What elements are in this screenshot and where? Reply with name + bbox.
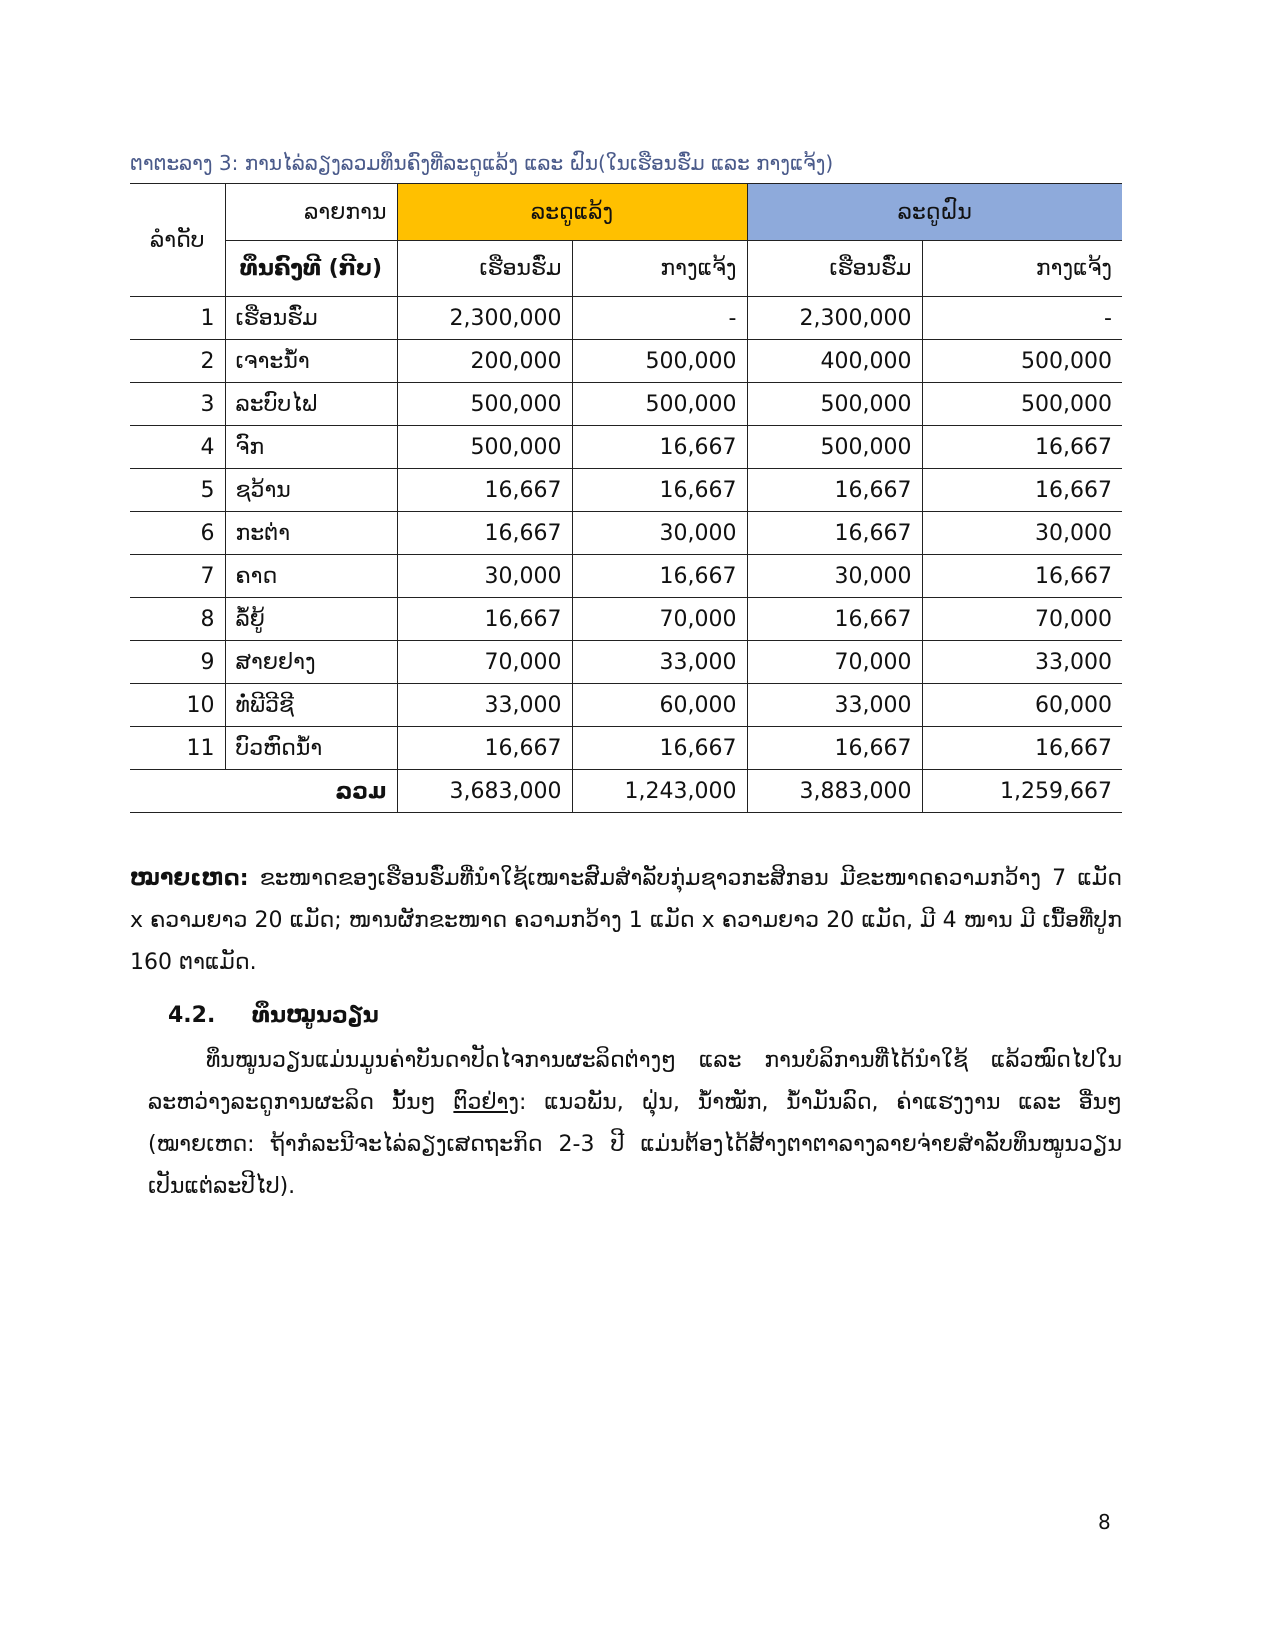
- sub-greenhouse-wet: ເຮືອນຮົ່ມ: [747, 241, 922, 297]
- row-dry-open: 60,000: [572, 684, 747, 727]
- row-wet-greenhouse: 70,000: [747, 641, 922, 684]
- row-wet-open: 60,000: [922, 684, 1122, 727]
- row-number: 11: [130, 727, 225, 770]
- table-row: [130, 340, 1122, 383]
- section-heading: [168, 1003, 379, 1028]
- table-row: [130, 684, 1122, 727]
- row-wet-greenhouse: 16,667: [747, 512, 922, 555]
- total-label: ລວມ: [130, 770, 397, 813]
- row-dry-open: 500,000: [572, 383, 747, 426]
- row-dry-open: 500,000: [572, 340, 747, 383]
- row-item: ເຮືອນຮົ່ມ: [225, 297, 397, 340]
- row-wet-open: 16,667: [922, 555, 1122, 598]
- row-wet-greenhouse: 16,667: [747, 598, 922, 641]
- row-dry-greenhouse: 16,667: [397, 727, 572, 770]
- row-item: ສາຍຢາງ: [225, 641, 397, 684]
- row-number: 1: [130, 297, 225, 340]
- row-dry-greenhouse: 16,667: [397, 512, 572, 555]
- fixed-cost-table: [130, 183, 1122, 813]
- row-number: 3: [130, 383, 225, 426]
- row-wet-greenhouse: 400,000: [747, 340, 922, 383]
- row-dry-open: 16,667: [572, 727, 747, 770]
- row-number: 6: [130, 512, 225, 555]
- sub-open-dry: ກາງແຈ້ງ: [572, 241, 747, 297]
- season-dry-header: ລະດູແລ້ງ: [397, 184, 747, 241]
- row-number: 10: [130, 684, 225, 727]
- paragraph-part2: : ແນວພັນ, ຝຸ່ນ, ນ້ຳໝັກ, ນ້ຳມັນລົດ, ຄ່າແຮງງານ ແລະ ອື່ນໆ (ໝາຍເຫດ: ຖ້າກໍລະນີຈະໄລ່ລຽງເສດຖະກິດ 2-3 ປີ ແມ່ນຕ້ອງໄດ້ສ້າງຕາຕາລາງລາຍຈ່າຍສຳລັບທຶນໝູນວຽນເປັນແຕ່ລະປີໄປ).: [148, 1090, 1122, 1199]
- row-dry-greenhouse: 16,667: [397, 469, 572, 512]
- row-wet-open: 30,000: [922, 512, 1122, 555]
- row-wet-open: 500,000: [922, 340, 1122, 383]
- body-paragraph: [148, 1040, 1122, 1208]
- row-dry-open: 16,667: [572, 469, 747, 512]
- row-wet-greenhouse: 500,000: [747, 383, 922, 426]
- row-wet-open: 16,667: [922, 727, 1122, 770]
- row-dry-greenhouse: 16,667: [397, 598, 572, 641]
- row-number: 9: [130, 641, 225, 684]
- row-wet-open: -: [922, 297, 1122, 340]
- row-wet-open: 70,000: [922, 598, 1122, 641]
- col-item-header: ລາຍການ: [225, 184, 397, 241]
- row-wet-open: 500,000: [922, 383, 1122, 426]
- total-dry-greenhouse: 3,683,000: [397, 770, 572, 813]
- table-row: [130, 297, 1122, 340]
- sub-open-wet: ກາງແຈ້ງ: [922, 241, 1122, 297]
- row-wet-open: 16,667: [922, 469, 1122, 512]
- row-wet-greenhouse: 2,300,000: [747, 297, 922, 340]
- row-item: ຄາດ: [225, 555, 397, 598]
- paragraph-part1: ທຶນໝູນວຽນແມ່ນມູນຄ່າບັນດາປັດໄຈການຜະລິດຕ່າງໆ ແລະ ການບໍລິການທີ່ໄດ້ນຳໃຊ້ ແລ້ວໝົດໄປໃນລະຫວ່າງລະດູການຜະລິດ ນັ້ນໆ: [148, 1048, 1122, 1115]
- table-row: [130, 469, 1122, 512]
- sub-greenhouse-dry: ເຮືອນຮົ່ມ: [397, 241, 572, 297]
- table-note: [130, 858, 1122, 984]
- row-dry-greenhouse: 30,000: [397, 555, 572, 598]
- table-row: [130, 555, 1122, 598]
- section-number: 4.2.: [168, 1003, 216, 1028]
- row-item: ລໍ້ຍູ້: [225, 598, 397, 641]
- total-wet-greenhouse: 3,883,000: [747, 770, 922, 813]
- row-dry-greenhouse: 70,000: [397, 641, 572, 684]
- row-wet-greenhouse: 500,000: [747, 426, 922, 469]
- row-wet-greenhouse: 16,667: [747, 727, 922, 770]
- row-wet-greenhouse: 33,000: [747, 684, 922, 727]
- table-header-row: [130, 184, 1122, 241]
- row-item: ລະບົບໄຟ: [225, 383, 397, 426]
- col-order-header: ລຳດັບ: [130, 184, 225, 297]
- total-wet-open: 1,259,667: [922, 770, 1122, 813]
- row-dry-greenhouse: 500,000: [397, 426, 572, 469]
- row-item: ທໍ່ພີວີຊີ: [225, 684, 397, 727]
- row-dry-open: 16,667: [572, 426, 747, 469]
- row-number: 8: [130, 598, 225, 641]
- table-row: [130, 598, 1122, 641]
- row-number: 5: [130, 469, 225, 512]
- row-dry-open: -: [572, 297, 747, 340]
- row-dry-greenhouse: 33,000: [397, 684, 572, 727]
- row-number: 2: [130, 340, 225, 383]
- row-item: ເຈາະນ້ຳ: [225, 340, 397, 383]
- page-number: 8: [1098, 1510, 1111, 1534]
- row-item: ຈົກ: [225, 426, 397, 469]
- row-item: ຊວ້ານ: [225, 469, 397, 512]
- row-wet-greenhouse: 30,000: [747, 555, 922, 598]
- table-row: [130, 426, 1122, 469]
- total-row: [130, 770, 1122, 813]
- row-number: 7: [130, 555, 225, 598]
- row-dry-greenhouse: 2,300,000: [397, 297, 572, 340]
- paragraph-underlined: ຕົວຢ່າງ: [453, 1090, 520, 1115]
- row-dry-open: 16,667: [572, 555, 747, 598]
- table-row: [130, 383, 1122, 426]
- row-dry-greenhouse: 500,000: [397, 383, 572, 426]
- table-row: [130, 641, 1122, 684]
- table-body: [130, 297, 1122, 770]
- row-wet-open: 33,000: [922, 641, 1122, 684]
- note-label: ໝາຍເຫດ:: [130, 866, 249, 891]
- row-number: 4: [130, 426, 225, 469]
- season-wet-header: ລະດູຝົນ: [747, 184, 1122, 241]
- row-dry-open: 70,000: [572, 598, 747, 641]
- table-row: [130, 727, 1122, 770]
- table-caption: ຕາຕະລາງ 3: ການໄລ່ລຽງລວມທຶນຄົງທີ່ລະດູແລ້ງ ແລະ ຝົນ(ໃນເຮືອນຮົ່ມ ແລະ ກາງແຈ້ງ): [130, 151, 834, 175]
- row-item: ກະຕ່າ: [225, 512, 397, 555]
- table-row: [130, 512, 1122, 555]
- row-wet-greenhouse: 16,667: [747, 469, 922, 512]
- total-dry-open: 1,243,000: [572, 770, 747, 813]
- row-dry-open: 30,000: [572, 512, 747, 555]
- note-text: ຂະໜາດຂອງເຮືອນຮົ່ມທີ່ນຳໃຊ້ເໝາະສົມສຳລັບກຸ່ມຊາວກະສິກອນ ມີຂະໜາດຄວາມກວ້າງ 7 ແມັດ x ຄວາມຍາວ 20 ແມັດ; ໜານຜັກຂະໜາດ ຄວາມກວ້າງ 1 ແມັດ x ຄວາມຍາວ 20 ແມັດ, ມີ 4 ໜານ ມີ ເນື້ອທີ່ປູກ 160 ຕາແມັດ.: [130, 866, 1122, 975]
- row-item: ບົວຫົດນ້ຳ: [225, 727, 397, 770]
- row-wet-open: 16,667: [922, 426, 1122, 469]
- col-item-subheader: ທຶນຄົງທີ (ກີບ): [225, 241, 397, 297]
- row-dry-open: 33,000: [572, 641, 747, 684]
- section-title: ທຶນໝູນວຽນ: [252, 1003, 379, 1028]
- row-dry-greenhouse: 200,000: [397, 340, 572, 383]
